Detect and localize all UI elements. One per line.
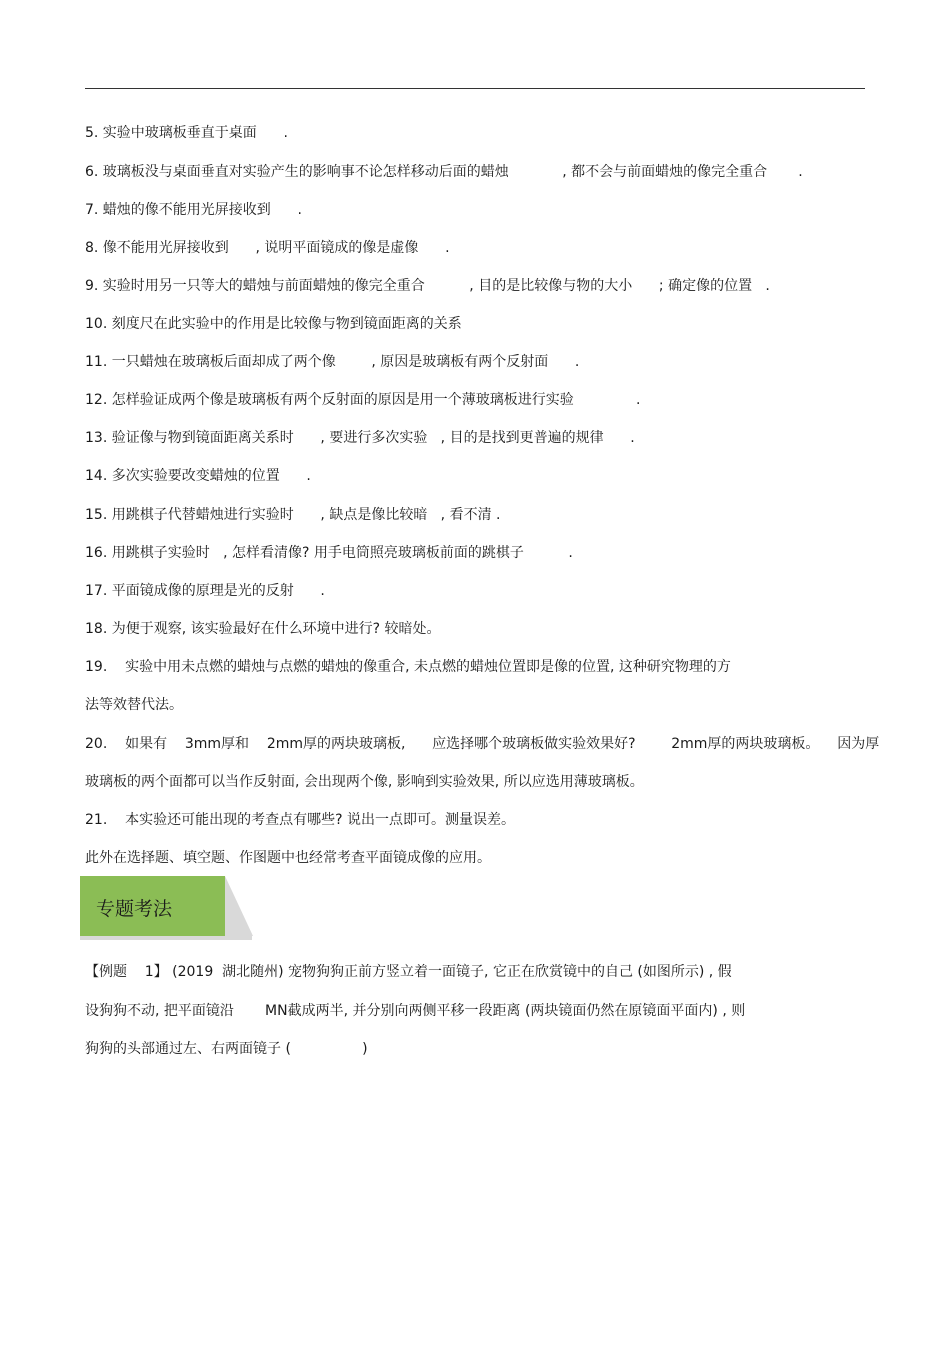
list-item: 13. 验证像与物到镜面距离关系时 , 要进行多次实验 , 目的是找到更普遍的规律 . [85,430,635,446]
list-item: 8. 像不能用光屏接收到 , 说明平面镜成的像是虚像 . [85,240,450,256]
section-title: 专题考法 [96,898,173,920]
list-item-continuation: 法等效替代法。 [85,697,183,713]
list-item: 10. 刻度尺在此实验中的作用是比较像与物到镜面距离的关系 [85,316,462,332]
section-badge-shadow [80,936,252,940]
list-item: 18. 为便于观察, 该实验最好在什么环境中进行? 较暗处。 [85,621,441,637]
list-item: 6. 玻璃板没与桌面垂直对实验产生的影响事不论怎样移动后面的蜡烛 , 都不会与前面蜡烛的像完全重合 . [85,164,803,180]
list-item: 7. 蜡烛的像不能用光屏接收到 . [85,202,302,218]
list-item: 9. 实验时用另一只等大的蜡烛与前面蜡烛的像完全重合 , 目的是比较像与物的大小 ; 确定像的位置 . [85,278,770,294]
list-item: 21. 本实验还可能出现的考查点有哪些? 说出一点即可。测量误差。 [85,812,515,828]
list-item: 17. 平面镜成像的原理是光的反射 . [85,583,325,599]
list-item: 16. 用跳棋子实验时 , 怎样看清像? 用手电筒照亮玻璃板前面的跳棋子 . [85,545,573,561]
list-item: 14. 多次实验要改变蜡烛的位置 . [85,468,311,484]
example-line: 狗狗的头部通过左、右两面镜子 ( ) [85,1041,368,1057]
list-item: 12. 怎样验证成两个像是玻璃板有两个反射面的原因是用一个薄玻璃板进行实验 . [85,392,641,408]
closing-note: 此外在选择题、填空题、作图题中也经常考查平面镜成像的应用。 [85,850,491,866]
header-rule [85,88,865,89]
example-line: 设狗狗不动, 把平面镜沿 MN截成两半, 并分别向两侧平移一段距离 (两块镜面仍然在原镜面平面内) , 则 [85,1003,746,1019]
list-item-continuation: 玻璃板的两个面都可以当作反射面, 会出现两个像, 影响到实验效果, 所以应选用薄玻璃板。 [85,774,644,790]
list-item: 11. 一只蜡烛在玻璃板后面却成了两个像 , 原因是玻璃板有两个反射面 . [85,354,580,370]
list-item: 20. 如果有 3mm厚和 2mm厚的两块玻璃板, 应选择哪个玻璃板做实验效果好? 2mm厚的两块玻璃板。 因为厚 [85,736,880,752]
list-item: 5. 实验中玻璃板垂直于桌面 . [85,125,288,141]
list-item: 19. 实验中用未点燃的蜡烛与点燃的蜡烛的像重合, 未点燃的蜡烛位置即是像的位置, 这种研究物理的方 [85,659,731,675]
list-item: 15. 用跳棋子代替蜡烛进行实验时 , 缺点是像比较暗 , 看不清 . [85,507,501,523]
example-line: 【例题 1】 (2019 湖北随州) 宠物狗狗正前方竖立着一面镜子, 它正在欣赏镜中的自己 (如图所示) , 假 [85,964,732,980]
section-badge-shadow [225,876,253,936]
